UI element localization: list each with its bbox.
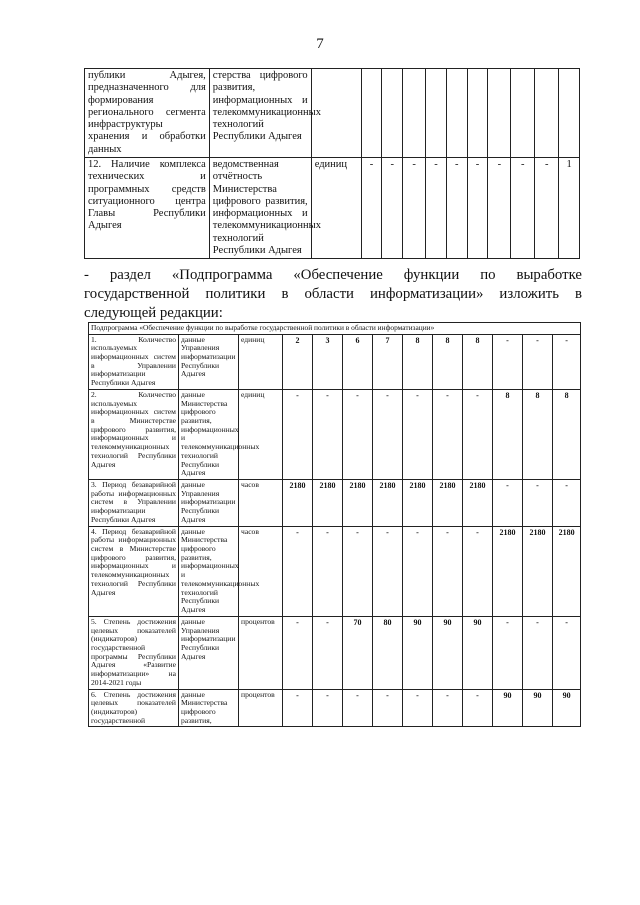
value-cell: - bbox=[463, 389, 493, 479]
value-cell: 90 bbox=[463, 616, 493, 689]
value-cell: - bbox=[463, 526, 493, 616]
value-cell: 2180 bbox=[373, 480, 403, 527]
value-cell: - bbox=[373, 389, 403, 479]
value-cell: 2 bbox=[283, 334, 313, 389]
value-cell: 8 bbox=[493, 389, 523, 479]
indicator-cell: 2. Количество используемых информационных систем в Министерстве цифрового развития, информационных и телекоммуникационных технологий Республики Адыгея bbox=[89, 389, 179, 479]
value-cell: - bbox=[403, 689, 433, 727]
value-cell: 6 bbox=[343, 334, 373, 389]
value-cell bbox=[488, 69, 511, 158]
value-cell: - bbox=[403, 526, 433, 616]
value-cell: - bbox=[313, 389, 343, 479]
value-cell: - bbox=[463, 689, 493, 727]
value-cell: 90 bbox=[523, 689, 553, 727]
value-cell bbox=[467, 69, 488, 158]
value-cell: 80 bbox=[373, 616, 403, 689]
indicator-cell: 6. Степень достижения целевых показателей (индикаторов) государственной bbox=[89, 689, 179, 727]
value-cell: - bbox=[283, 689, 313, 727]
value-cell: 3 bbox=[313, 334, 343, 389]
value-cell: - bbox=[511, 157, 535, 258]
value-cell: - bbox=[523, 480, 553, 527]
subprogram-header-row bbox=[89, 323, 581, 335]
unit-cell: процентов bbox=[239, 689, 283, 727]
value-cell: 90 bbox=[553, 689, 581, 727]
value-cell: - bbox=[523, 334, 553, 389]
table-row bbox=[89, 389, 581, 479]
value-cell: 90 bbox=[403, 616, 433, 689]
value-cell bbox=[426, 69, 447, 158]
table-row bbox=[89, 616, 581, 689]
source-cell: данные Управления информатизации Республики Адыгея bbox=[179, 480, 239, 527]
value-cell: - bbox=[467, 157, 488, 258]
value-cell: - bbox=[283, 389, 313, 479]
value-cell: 2180 bbox=[433, 480, 463, 527]
unit-cell: часов bbox=[239, 526, 283, 616]
value-cell: 90 bbox=[493, 689, 523, 727]
table-row bbox=[89, 480, 581, 527]
value-cell: - bbox=[343, 389, 373, 479]
source-cell: данные Управления информатизации Республики Адыгея bbox=[179, 334, 239, 389]
value-cell: 8 bbox=[553, 389, 581, 479]
amendment-paragraph: - раздел «Подпрограмма «Обеспечение функции по выработке государственной политики в области информатизации» изложить в следующей редакции: bbox=[84, 267, 582, 322]
page-bottom-margin bbox=[0, 848, 640, 905]
unit-cell: единиц bbox=[239, 334, 283, 389]
value-cell bbox=[535, 69, 559, 158]
table-row bbox=[89, 689, 581, 727]
source-cell: данные Управления информатизации Республики Адыгея bbox=[179, 616, 239, 689]
value-cell: 2180 bbox=[283, 480, 313, 527]
value-cell bbox=[511, 69, 535, 158]
source-cell: данные Министерства цифрового развития, информационных и телекоммуникационных технологий Республики Адыгея bbox=[179, 389, 239, 479]
value-cell: 8 bbox=[403, 334, 433, 389]
value-cell: - bbox=[433, 689, 463, 727]
value-cell: - bbox=[313, 689, 343, 727]
value-cell: - bbox=[403, 389, 433, 479]
indicator-cell: 12. Наличие комплекса технических и программных средств ситуационного центра Главы Республики Адыгея bbox=[85, 157, 210, 258]
value-cell: - bbox=[343, 526, 373, 616]
value-cell: - bbox=[283, 526, 313, 616]
value-cell: - bbox=[313, 616, 343, 689]
value-cell: - bbox=[373, 526, 403, 616]
value-cell: - bbox=[373, 689, 403, 727]
value-cell: - bbox=[493, 480, 523, 527]
value-cell: 7 bbox=[373, 334, 403, 389]
value-cell: - bbox=[361, 157, 382, 258]
table-row bbox=[89, 526, 581, 616]
source-cell: данные Министерства цифрового развития, bbox=[179, 689, 239, 727]
unit-cell: процентов bbox=[239, 616, 283, 689]
value-cell: - bbox=[493, 616, 523, 689]
subprogram-header: Подпрограмма «Обеспечение функции по выработке государственной политики в области информатизации» bbox=[89, 323, 581, 335]
indicator-cell: 5. Степень достижения целевых показателей (индикаторов) государственной программы Республики Адыгея «Развитие информатизации» на 2014-2021 годы bbox=[89, 616, 179, 689]
value-cell bbox=[361, 69, 382, 158]
value-cell: - bbox=[535, 157, 559, 258]
value-cell: - bbox=[283, 616, 313, 689]
value-cell: - bbox=[433, 389, 463, 479]
value-cell bbox=[382, 69, 403, 158]
table-row bbox=[89, 334, 581, 389]
value-cell: - bbox=[488, 157, 511, 258]
unit-cell: единиц bbox=[239, 389, 283, 479]
subprogram-indicators-table bbox=[88, 322, 581, 727]
indicator-cell: публики Адыгея, предназначенного для формирования регионального сегмента инфраструктуры хранения и обработки данных bbox=[85, 69, 210, 158]
value-cell: 2180 bbox=[523, 526, 553, 616]
unit-cell: единиц bbox=[311, 157, 361, 258]
value-cell: 90 bbox=[433, 616, 463, 689]
indicator-cell: 4. Период безаварийной работы информационных систем в Министерстве цифрового развития, информационных и телекоммуникационных технологий Республики Адыгея bbox=[89, 526, 179, 616]
value-cell: - bbox=[493, 334, 523, 389]
table-row bbox=[85, 157, 580, 258]
value-cell bbox=[559, 69, 580, 158]
value-cell: 2180 bbox=[463, 480, 493, 527]
table-row bbox=[85, 69, 580, 158]
indicator-cell: 1. Количество используемых информационных систем в Управлении информатизации Республики Адыгея bbox=[89, 334, 179, 389]
value-cell: 8 bbox=[463, 334, 493, 389]
value-cell: - bbox=[313, 526, 343, 616]
value-cell: 2180 bbox=[493, 526, 523, 616]
value-cell: - bbox=[553, 480, 581, 527]
value-cell: - bbox=[553, 334, 581, 389]
value-cell: 2180 bbox=[313, 480, 343, 527]
value-cell: 2180 bbox=[553, 526, 581, 616]
value-cell: - bbox=[426, 157, 447, 258]
value-cell: 2180 bbox=[403, 480, 433, 527]
value-cell: - bbox=[446, 157, 467, 258]
source-cell: стерства цифрового развития, информационных и телекоммуникационных технологий Республики Адыгея bbox=[209, 69, 311, 158]
value-cell: 70 bbox=[343, 616, 373, 689]
value-cell: - bbox=[553, 616, 581, 689]
source-cell: данные Министерства цифрового развития, информационных и телекоммуникационных технологий Республики Адыгея bbox=[179, 526, 239, 616]
indicator-cell: 3. Период безаварийной работы информационных систем в Управлении информатизации Республики Адыгея bbox=[89, 480, 179, 527]
value-cell: 1 bbox=[559, 157, 580, 258]
value-cell: - bbox=[343, 689, 373, 727]
value-cell: 2180 bbox=[343, 480, 373, 527]
unit-cell: часов bbox=[239, 480, 283, 527]
value-cell: - bbox=[403, 157, 426, 258]
indicators-table-top bbox=[84, 68, 580, 259]
value-cell: - bbox=[523, 616, 553, 689]
value-cell: 8 bbox=[523, 389, 553, 479]
value-cell bbox=[403, 69, 426, 158]
value-cell bbox=[446, 69, 467, 158]
value-cell: - bbox=[382, 157, 403, 258]
value-cell: - bbox=[433, 526, 463, 616]
page-number: 7 bbox=[316, 36, 324, 52]
source-cell: ведомственная отчётность Министерства цифрового развития, информационных и телекоммуникационных технологий Республики Адыгея bbox=[209, 157, 311, 258]
value-cell: 8 bbox=[433, 334, 463, 389]
